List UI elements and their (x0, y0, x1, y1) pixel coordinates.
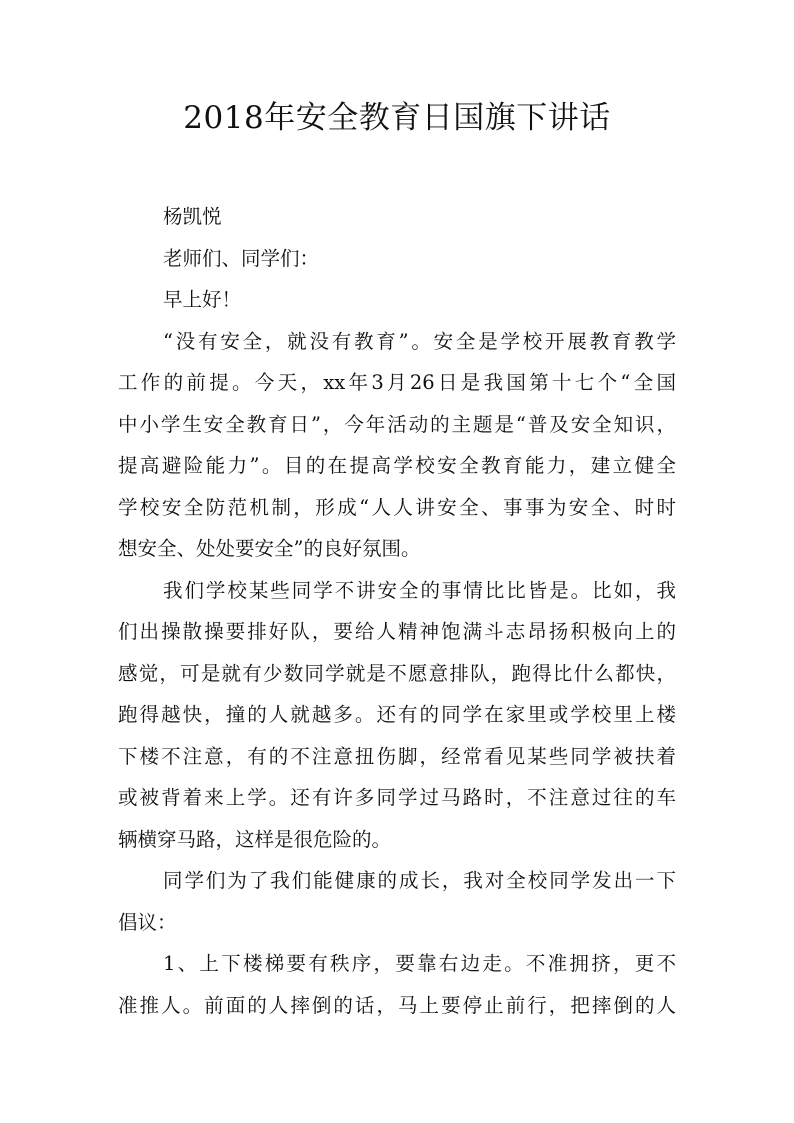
paragraph-3 (118, 860, 676, 943)
paragraph-4 (118, 943, 676, 1026)
paragraph-2 (118, 570, 676, 861)
paragraph-line: 学校安全防范机制，形成“人人讲安全、事事为安全、时时 (118, 495, 676, 519)
greeting-line: 早上好！ (163, 288, 242, 311)
paragraph-line: 或被背着来上学。还有许多同学过马路时，不注意过往的车 (118, 786, 676, 809)
salutation: 老师们、同学们： (163, 246, 320, 270)
paragraph-line: 我们学校某些同学不讲安全的事情比比皆是。比如，我 (163, 578, 676, 602)
paragraph-line: “没有安全，就没有教育”。安全是学校开展教育教学 (163, 329, 676, 353)
document-title: 2018年安全教育日国旗下讲话 (183, 100, 611, 136)
paragraph-line: 工作的前提。今天，xx年3月26日是我国第十七个“全国 (118, 371, 676, 394)
paragraph-line: 想安全、处处要安全”的良好氛围。 (118, 537, 421, 560)
paragraph-line: 1、上下楼梯要有秩序，要靠右边走。不准拥挤，更不 (163, 952, 676, 975)
paragraph-line: 中小学生安全教育日”，今年活动的主题是“普及安全知识， (118, 412, 676, 436)
paragraph-line: 感觉，可是就有少数同学就是不愿意排队，跑得比什么都快， (118, 661, 676, 685)
paragraph-1 (118, 321, 676, 570)
paragraph-line: 跑得越快，撞的人就越多。还有的同学在家里或学校里上楼 (118, 703, 676, 726)
paragraph-line: 同学们为了我们能健康的成长，我对全校同学发出一下 (163, 869, 676, 892)
paragraph-line: 准推人。前面的人摔倒的话，马上要停止前行，把摔倒的人 (118, 993, 676, 1017)
paragraph-line: 倡议： (118, 910, 177, 934)
paragraph-line: 们出操散操要排好队，要给人精神饱满斗志昂扬积极向上的 (118, 620, 676, 643)
paragraph-line: 辆横穿马路，这样是很危险的。 (118, 827, 392, 851)
paragraph-line: 下楼不注意，有的不注意扭伤脚，经常看见某些同学被扶着 (118, 744, 676, 768)
author-name: 杨凯悦 (163, 205, 222, 228)
document-body (118, 196, 676, 1026)
paragraph-line: 提高避险能力”。目的在提高学校安全教育能力，建立健全 (118, 454, 676, 477)
